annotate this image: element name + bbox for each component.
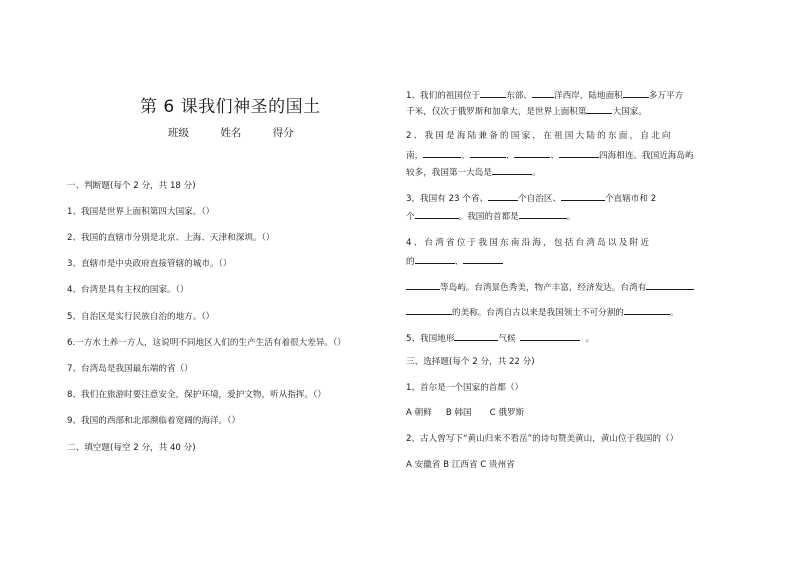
answer-blank[interactable]	[488, 191, 518, 201]
judgement-item-8: 8、我们在旅游时要注意安全，保护环境，爱护文物，听从指挥。（）	[67, 390, 326, 400]
fill-q1-text-f: 大国家。	[612, 107, 647, 117]
fill-q4-line1: 4、台湾省位于我国东南沿海，包括台湾岛以及附近	[406, 238, 652, 248]
answer-blank[interactable]	[406, 280, 440, 290]
answer-blank[interactable]	[561, 191, 605, 201]
fill-q2-text-a: 南，	[406, 151, 424, 161]
fill-q2-line3	[406, 165, 541, 179]
fill-q2-text-c: 较多，我国第一大岛是	[406, 168, 492, 178]
choice-q1-options	[406, 407, 524, 419]
answer-blank[interactable]	[559, 148, 599, 158]
answer-blank[interactable]	[519, 209, 567, 219]
fill-q5-line	[406, 331, 594, 345]
fill-q2-text-d: 。	[531, 168, 541, 178]
judgement-item-4: 4、台湾是具有主权的国家。（）	[67, 285, 189, 295]
fill-q5-text-a: 5、我国地形	[406, 334, 455, 344]
choice-q2-options: A 安徽省 B 江西省 C 贵州省	[406, 460, 515, 470]
answer-blank[interactable]	[646, 280, 694, 290]
fill-q4-sep: 、	[454, 257, 464, 267]
fill-q2-sep-1: 、	[461, 151, 470, 161]
score-label: 得分	[272, 127, 294, 139]
answer-blank[interactable]	[423, 148, 461, 158]
section-heading-choice: 三、选择题(每个 2 分，共 22 分)	[406, 357, 535, 367]
answer-blank[interactable]	[586, 104, 612, 114]
judgement-item-5: 5、自治区是实行民族自治的地方。（）	[67, 312, 215, 322]
fill-q1-text-c: 洋西岸，陆地面积	[554, 91, 623, 101]
answer-blank[interactable]	[623, 88, 649, 98]
judgement-item-7: 7、台湾岛是我国最东端的省（）	[67, 364, 193, 374]
fill-q4-line3	[406, 280, 694, 294]
answer-blank[interactable]	[520, 331, 580, 341]
student-info-row	[168, 125, 322, 140]
fill-q3-line1	[406, 191, 656, 205]
fill-q3-text-e: 。我国的首都是	[458, 212, 519, 222]
fill-q4-line4	[406, 305, 679, 319]
answer-blank[interactable]	[514, 148, 550, 158]
section-heading-fill: 二、填空题(每空 2 分，共 40 分)	[67, 443, 196, 453]
answer-blank[interactable]	[532, 88, 554, 98]
fill-q4-text-c: 的美称。台湾自古以来是我国领土不可分割的	[452, 308, 624, 318]
fill-q4-text-d: 。	[669, 308, 679, 318]
fill-q2-text-b: 四海相连。我国近海岛屿	[599, 151, 694, 161]
answer-blank[interactable]	[492, 165, 532, 175]
fill-q4-text-b: 等岛屿。台湾景色秀美，物产丰富，经济发达。台湾有	[440, 283, 647, 293]
answer-blank[interactable]	[415, 254, 455, 264]
fill-q4-line2	[406, 254, 503, 268]
judgement-item-1: 1、我国是世界上面积第四大国家。（）	[67, 207, 215, 217]
answer-blank[interactable]	[454, 331, 498, 341]
fill-q1-text-a: 1、我们的祖国位于	[406, 91, 481, 101]
answer-blank[interactable]	[415, 209, 459, 219]
fill-q3-text-d: 个	[406, 212, 415, 222]
fill-q2-line2	[406, 148, 694, 162]
choice-q1: 1、首尔是一个国家的首都（）	[406, 383, 524, 393]
fill-q3-text-b: 个自治区、	[518, 194, 562, 204]
class-label: 班级	[168, 127, 189, 139]
choice-option-c: C 俄罗斯	[489, 408, 525, 418]
fill-q2-line1: 2、我国是海陆兼备的国家，在祖国大陆的东面，自北向	[406, 131, 673, 141]
fill-q4-text-a: 的	[406, 257, 415, 267]
fill-q1-line2	[406, 104, 647, 118]
page-title: 第 6 课我们神圣的国土	[140, 97, 321, 117]
fill-q3-text-c: 个直辖市和 2	[605, 194, 657, 204]
judgement-item-3: 3、直辖市是中央政府直接管辖的城市。（）	[67, 259, 232, 269]
fill-q2-sep-2: 、	[505, 151, 515, 161]
answer-blank[interactable]	[463, 254, 503, 264]
answer-blank[interactable]	[480, 88, 506, 98]
fill-q2-sep-3: 、	[550, 151, 560, 161]
fill-q3-line2	[406, 209, 575, 223]
answer-blank[interactable]	[406, 305, 452, 315]
fill-q5-text-c: 。	[585, 334, 595, 344]
choice-option-b: B 韩国	[445, 408, 472, 418]
fill-q3-text-f: 。	[566, 212, 576, 222]
fill-q5-text-b: 气候	[498, 334, 516, 344]
section-heading-judgement: 一、判断题(每个 2 分，共 18 分)	[67, 181, 196, 191]
choice-option-a: A 朝鲜	[406, 408, 432, 418]
fill-q1-text-b: 东部、	[506, 91, 533, 101]
fill-q1-line1	[406, 88, 683, 102]
name-label: 姓名	[220, 127, 242, 139]
choice-q2: 2、古人曾写下“黄山归来不看岳”的诗句赞美黄山，黄山位于我国的（）	[406, 434, 679, 444]
fill-q1-text-e: 千米，仅次于俄罗斯和加拿大，是世界上面积第	[406, 107, 587, 117]
answer-blank[interactable]	[470, 148, 506, 158]
judgement-item-2: 2、我国的直辖市分别是北京、上海、天津和深圳。（）	[67, 233, 275, 243]
judgement-item-9: 9、我国的西部和北部濒临着宽阔的海洋。（）	[67, 416, 241, 426]
judgement-item-6: 6.一方水土养一方人，这说明不同地区人们的生产生活有着很大差异。（）	[67, 338, 346, 348]
fill-q3-text-a: 3，我国有 23 个省、	[406, 194, 489, 204]
fill-q1-text-d: 多万平方	[648, 91, 684, 101]
answer-blank[interactable]	[624, 305, 670, 315]
